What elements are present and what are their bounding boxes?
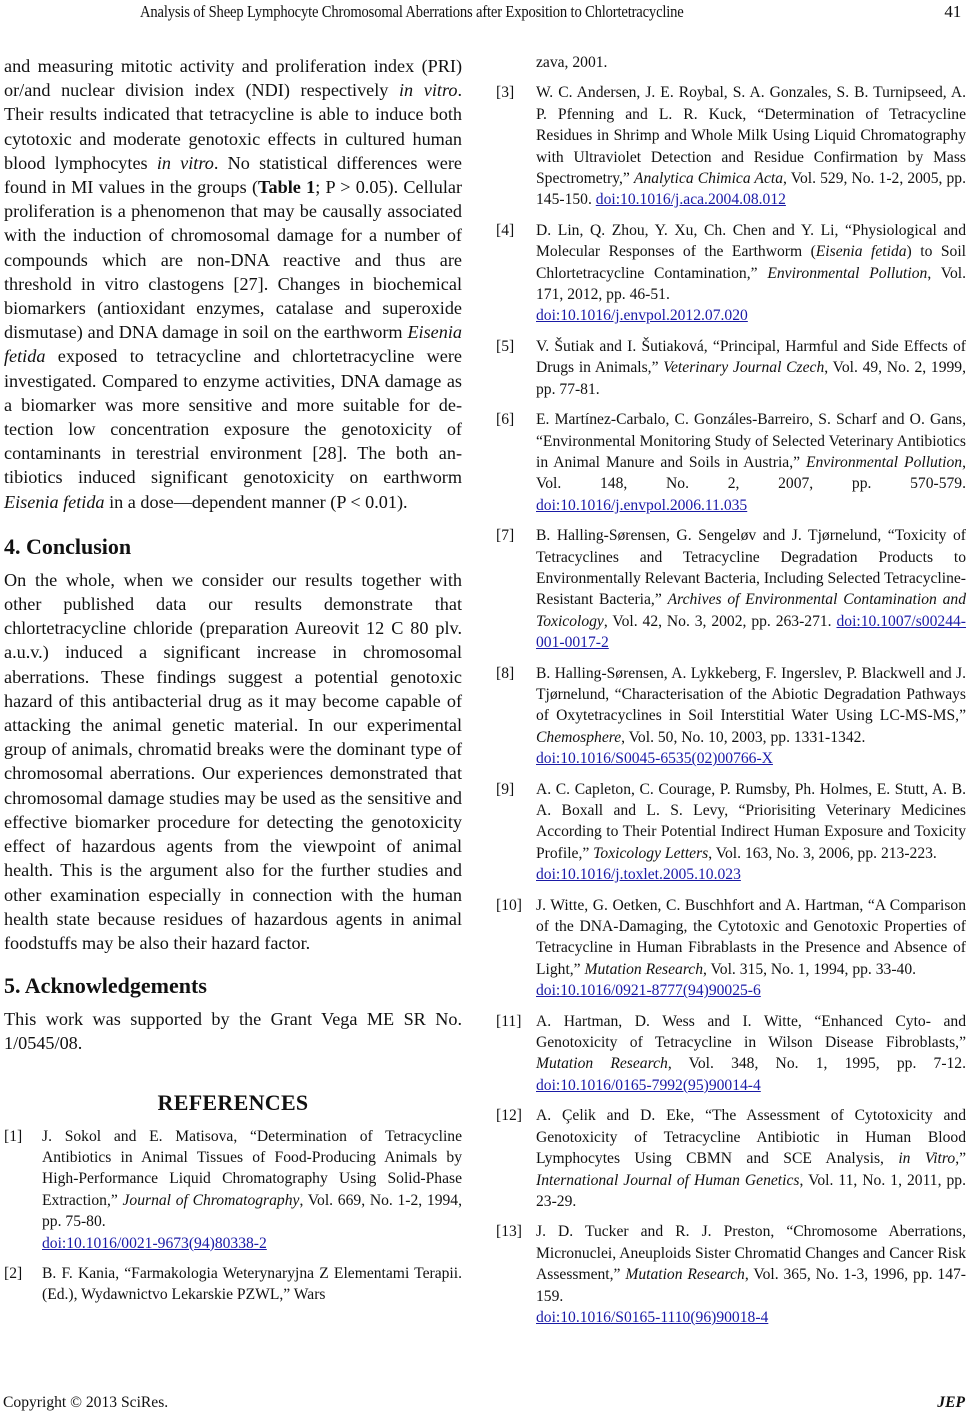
reference-item: [1] J. Sokol and E. Matisova, “Determination of Tetracycline Antibiotics in Animal Tissues of Food-Producing Animals by High-Performance Liquid Chromatography Using Solid-Phase Extraction,” Journal of Chromatography, Vol. 669, No. 1-2, 1994, pp. 75-80. doi:10.1016/0021-9673(94)80338-2 xyxy=(4,1127,462,1252)
reference-item: [8] B. Halling-Sørensen, A. Lykkeberg, F. Ingerslev, P. Blackwell and J. Tjørnelund, “Characterisation of the Abiotic Degradation Pathways of Oxytetracyclines in Soil Interstitial Water Using LC-MS-MS,” Chemosphere, Vol. 50, No. 10, 2003, pp. 1331-1342. doi:10.1016/S0045-6535(02)00766-X xyxy=(496,664,966,768)
reference-item: [2] B. F. Kania, “Farmakologia Weterynaryjna Z Elementami Terapii. (Ed.), Wydawnictvo Lekarskie PZWL,” Wars xyxy=(4,1264,462,1304)
doi-link[interactable]: doi:10.1016/S0165-1110(96)90018-4 xyxy=(536,1308,769,1326)
running-header xyxy=(0,2,969,24)
page-footer xyxy=(0,1394,969,1414)
doi-link[interactable]: doi:10.1016/0921-8777(94)90025-6 xyxy=(536,982,761,1000)
reference-continuation: zava, 2001. xyxy=(536,54,608,71)
doi-link[interactable]: doi:10.1016/j.envpol.2006.11.035 xyxy=(536,496,748,514)
reference-number: [4] xyxy=(496,221,515,239)
reference-number: [11] xyxy=(496,1012,522,1030)
doi-link[interactable]: doi:10.1016/S0045-6535(02)00766-X xyxy=(536,750,773,768)
reference-item: [11] A. Hartman, D. Wess and I. Witte, “Enhanced Cyto- and Genotoxicity of Tetracycline in Wilson Disease Fibroblasts,” Mutation Research, Vol. 348, No. 1, 1995, pp. 7-12. doi:10.1016/0165-7992(95)90014-4 xyxy=(496,1012,967,1094)
doi-link[interactable]: doi:10.1016/j.aca.2004.08.012 xyxy=(595,191,786,209)
reference-number: [9] xyxy=(496,780,515,798)
reference-item: [13] J. D. Tucker and R. J. Preston, “Chromosome Aberrations, Micronuclei, Aneuploids Sister Chromatid Changes and Cancer Risk Assessment,” Mutation Research, Vol. 365, No. 1-3, 1996, pp. 147-159. doi:10.1016/S0165-1110(96)90018-4 xyxy=(496,1223,966,1326)
reference-number: [5] xyxy=(496,337,515,355)
journal-abbreviation: JEP xyxy=(937,1394,965,1411)
doi-link[interactable]: doi:10.1016/0021-9673(94)80338-2 xyxy=(42,1234,267,1252)
discussion-paragraph: and measuring mitotic activity and proliferation index (PRI) or/and nuclear division index (NDI) respectively in vitro. Their results indicated that tetracycline is able to induce both cytotoxic and moderate genotoxic effects in cultured human blood lymphocytes in vitro. No statistical differences were found in MI values in the groups (Table 1; P > 0.05). Cellular proliferation is a phenomenon that may be causally associated with the induction of chromosomal damage for a number of compounds which are non-DNA reactive and thus are threshold in vitro clastogens [27]. Changes in biochemical biomarkers (antioxidant enzymes, catalase and superoxide dismutase) and DNA damage in soil on the earthworm Eisenia fetida exposed to tetracycline and chlortetracycline were investigated. Compared to enzyme activities, DNA damage as a biomarker was more sensitive and more suitable for detection low concentration exposure the genotoxicity of contaminants in terestrial environment [28]. The both antibiotics induced significant genotoxicity on earthworm Eisenia fetida in a dose—dependent manner (P < 0.01). xyxy=(4,56,462,512)
left-column xyxy=(4,54,462,1315)
reference-item: [10] J. Witte, G. Oetken, C. Buschhfort and A. Hartman, “A Comparison of the DNA-Damaging, the Cytotoxic and Genotoxic Properties of Tetracycline in Human Fibrablasts in the Presence and Absence of Light,” Mutation Research, Vol. 315, No. 1, 1994, pp. 33-40. doi:10.1016/0921-8777(94)90025-6 xyxy=(496,896,966,1000)
copyright-notice: Copyright © 2013 SciRes. xyxy=(3,1394,169,1411)
doi-link[interactable]: doi:10.1016/0165-7992(95)90014-4 xyxy=(536,1076,761,1094)
conclusion-paragraph: On the whole, when we consider our results together with other published data our results demonstrate that chlortetracycline chloride (preparation Aureovit 12 C 80 plv. a.u.v.) induced a significant increase in chromosomal aberrations. These findings suggest a potential genotoxic hazard of this antibacterial drug as it may become capable of attacking the animal genetic material. In our experimental group of animals, chromatid breaks were the dominant type of chromosomal aberrations. Our experiences demonstrated that chromosomal damage studies may be used as the sensitive and effective biomarker procedure for detecting the genotoxicity effect of hazardous agents from the viewpoint of animal health. This is the argument also for the further studies and other examination especially in connection with the human health state because residues of hazardous agents in animal foodstuffs may be also their hazard factor. xyxy=(4,569,462,953)
reference-number: [10] xyxy=(496,896,522,914)
running-title: Analysis of Sheep Lymphocyte Chromosomal Aberrations after Exposition to Chlortetracycline xyxy=(140,2,684,21)
references-heading: REFERENCES xyxy=(157,1089,309,1115)
reference-item: [3] W. C. Andersen, J. E. Roybal, S. A. Gonzales, S. B. Turnipseed, A. P. Pfenning and L. R. Kuck, “Determination of Tetracycline Residues in Shrimp and Whole Milk Using Liquid Chromatography with Ultraviolet Detection and Residue Confirmation by Mass Spectrometry,” Analytica Chimica Acta, Vol. 529, No. 1-2, 2005, pp. 145-150. doi:10.1016/j.aca.2004.08.012 xyxy=(496,84,966,209)
reference-item: [5] V. Šutiak and I. Šutiaková, “Principal, Harmful and Side Effects of Drugs in Animals,” Veterinary Journal Czech, Vol. 49, No. 2, 1999, pp. 77-81. xyxy=(496,337,966,398)
reference-item: [12] A. Çelik and D. Eke, “The Assessment of Cytotoxicity and Genotoxicity of Tetracycline Antibiotic in Human Blood Lymphocytes Using CBMN and SCE Analysis, in Vitro,” International Journal of Human Genetics, Vol. 11, No. 1, 2011, pp. 23-29. xyxy=(496,1107,967,1210)
doi-link[interactable]: doi:10.1016/j.toxlet.2005.10.023 xyxy=(536,866,741,884)
reference-item: [7] B. Halling-Sørensen, G. Sengeløv and J. Tjørnelund, “Toxicity of Tetracyclines and Tetracycline Degradation Products to Environmentally Relevant Bacteria, Including Selected Tetracycline-Resistant Bacteria,” Archives of Environmental Contamination and Toxicology, Vol. 42, No. 3, 2002, pp. 263-271. doi:10.1007/s00244-001-0017-2 xyxy=(496,527,966,652)
reference-item: [4] D. Lin, Q. Zhou, Y. Xu, Ch. Chen and Y. Li, “Physiological and Molecular Responses of the Earthworm (Eisenia fetida) to Soil Chlortetracycline Contamination,” Environmental Pollution, Vol. 171, 2012, pp. 46-51. doi:10.1016/j.envpol.2012.07.020 xyxy=(496,221,967,325)
table-reference[interactable]: Table 1 xyxy=(258,177,316,198)
reference-number: [13] xyxy=(496,1223,522,1241)
acknowledgements-paragraph: This work was supported by the Grant Vega ME SR No. 1/0545/08. xyxy=(4,1009,462,1054)
page-number: 41 xyxy=(944,2,961,21)
acknowledgements-heading: 5. Acknowledgements xyxy=(4,973,207,999)
right-column xyxy=(496,52,966,1337)
reference-number: [2] xyxy=(4,1264,23,1282)
reference-number: [6] xyxy=(496,411,515,429)
reference-number: [8] xyxy=(496,664,515,682)
reference-number: [3] xyxy=(496,84,515,102)
doi-link[interactable]: doi:10.1007/s00244-001-0017-2 xyxy=(536,612,966,652)
reference-number: [7] xyxy=(496,527,515,545)
reference-number: [1] xyxy=(4,1127,23,1145)
reference-item: [6] E. Martínez-Carbalo, C. Gonzáles-Barreiro, S. Scharf and O. Gans, “Environmental Monitoring Study of Selected Veterinary Antibiotics in Animal Manure and Soils in Austria,” Environmental Pollution, Vol. 148, No. 2, 2007, pp. 570-579. doi:10.1016/j.envpol.2006.11.035 xyxy=(496,411,966,514)
conclusion-heading: 4. Conclusion xyxy=(4,533,132,559)
reference-number: [12] xyxy=(496,1107,522,1125)
reference-item: [9] A. C. Capleton, C. Courage, P. Rumsby, Ph. Holmes, E. Stutt, A. B. A. Boxall and L. S. Levy, “Priorisiting Veterinary Medicines According to Their Potential Indirect Human Exposure and Toxicity Profile,” Toxicology Letters, Vol. 163, No. 3, 2006, pp. 213-223. doi:10.1016/j.toxlet.2005.10.023 xyxy=(496,780,966,884)
doi-link[interactable]: doi:10.1016/j.envpol.2012.07.020 xyxy=(536,307,748,325)
